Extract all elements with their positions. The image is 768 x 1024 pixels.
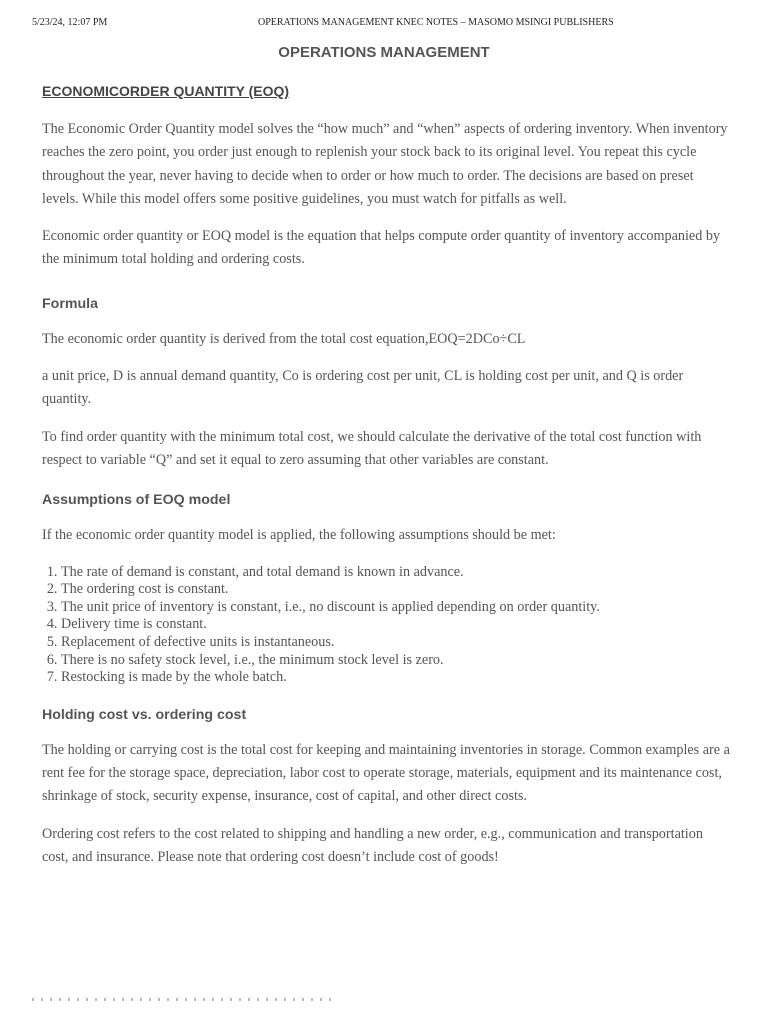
main-heading: ECONOMICORDER QUANTITY (EOQ): [42, 83, 290, 99]
formula-paragraph-1: The economic order quantity is derived from the total cost equation,EOQ=2DCo÷CL: [42, 330, 526, 347]
formula-paragraph-3: To find order quantity with the minimum total cost, we should calculate the derivative of the total cost function with respect to variable “Q” and set it equal to zero assuming that other variables are constant.: [42, 428, 702, 468]
page-title: OPERATIONS MANAGEMENT: [278, 44, 490, 61]
formula-heading: Formula: [42, 295, 98, 312]
print-date: 5/23/24, 12:07 PM: [32, 17, 108, 28]
list-item: 2. The ordering cost is constant.: [61, 581, 732, 599]
intro-paragraph-2: Economic order quantity or EOQ model is the equation that helps compute order quantity of inventory accompanied by the minimum total holding and ordering costs.: [42, 228, 721, 268]
document-body: [42, 118, 732, 869]
footer-url-trace: [32, 998, 332, 1001]
print-header: [32, 17, 736, 31]
holding-paragraph-1: The holding or carrying cost is the total cost for keeping and maintaining inventories in storage. Common examples are a rent fee for the storage space, depreciation, labor cost to operate storage, materials, equipment and its maintenance cost, shrinkage of stock, security expense, insurance, cost of capital, and other direct costs.: [42, 741, 730, 805]
list-item: 3. The unit price of inventory is constant, i.e., no discount is applied depending on order quantity.: [61, 599, 732, 617]
intro-paragraph-1: The Economic Order Quantity model solves the “how much” and “when” aspects of ordering inventory. When inventory reaches the zero point, you order just enough to replenish your stock back to its original level. You repeat this cycle throughout the year, never having to decide when to order or how much to order. The decisions are based on preset levels. While this model offers some positive guidelines, you must watch for pitfalls as well.: [42, 121, 728, 207]
holding-paragraph-2: Ordering cost refers to the cost related to shipping and handling a new order, e.g., communication and transportation cost, and insurance. Please note that ordering cost doesn’t include cost of goods!: [42, 825, 703, 865]
list-item: 7. Restocking is made by the whole batch.: [61, 669, 732, 687]
assumptions-intro: If the economic order quantity model is applied, the following assumptions should be met:: [42, 527, 556, 544]
list-item: 1. The rate of demand is constant, and total demand is known in advance.: [61, 564, 732, 582]
assumptions-heading: Assumptions of EOQ model: [42, 492, 231, 509]
print-document-title: OPERATIONS MANAGEMENT KNEC NOTES – MASOMO MSINGI PUBLISHERS: [258, 17, 614, 28]
list-item: 5. Replacement of defective units is instantaneous.: [61, 634, 732, 652]
holding-heading: Holding cost vs. ordering cost: [42, 706, 247, 723]
formula-paragraph-2: a unit price, D is annual demand quantity, Co is ordering cost per unit, CL is holding cost per unit, and Q is order quantity.: [42, 368, 684, 408]
list-item: 4. Delivery time is constant.: [61, 616, 732, 634]
assumptions-list: [42, 564, 732, 687]
list-item: 6. There is no safety stock level, i.e., the minimum stock level is zero.: [61, 652, 732, 670]
